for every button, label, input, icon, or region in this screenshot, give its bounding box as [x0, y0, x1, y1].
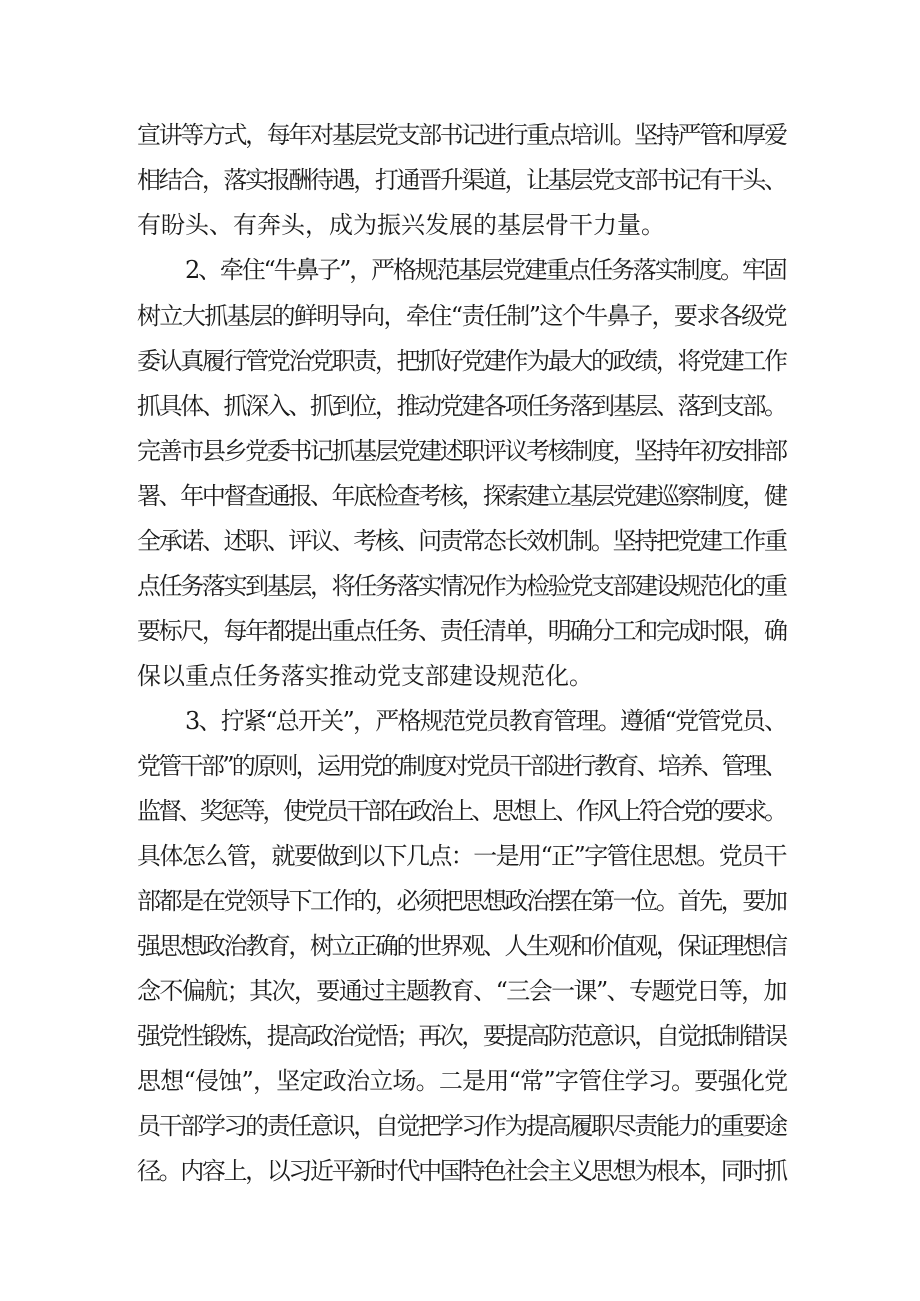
text-line: 要标尺，每年都提出重点任务、责任清单，明确分工和完成时限，确 — [137, 617, 786, 645]
text-line: 全承诺、述职、评议、考核、问责常态长效机制。坚持把党建工作重 — [137, 527, 786, 555]
text-line: 思想“侵蚀”，坚定政治立场。二是用“常”字管住学习。要强化党 — [137, 1067, 788, 1095]
text-line: 党管干部”的原则，运用党的制度对党员干部进行教育、培养、管理、 — [137, 752, 786, 780]
text-line: 完善市县乡党委书记抓基层党建述职评议考核制度，坚持年初安排部 — [137, 437, 786, 465]
text-line: 有盼头、有奔头，成为振兴发展的基层骨干力量。 — [137, 211, 665, 239]
text-line: 强思想政治教育，树立正确的世界观、人生观和价值观，保证理想信 — [137, 932, 786, 960]
text-line: 监督、奖惩等，使党员干部在政治上、思想上、作风上符合党的要求。 — [137, 797, 785, 825]
text-line: 径。内容上，以习近平新时代中国特色社会主义思想为根本，同时抓 — [137, 1157, 786, 1185]
text-line: 抓具体、抓深入、抓到位，推动党建各项任务落到基层、落到支部。 — [137, 392, 786, 420]
text-line: 念不偏航；其次，要通过主题教育、“三会一课”、专题党日等，加 — [137, 977, 786, 1005]
text-line: 员干部学习的责任意识，自觉把学习作为提高履职尽责能力的重要途 — [137, 1112, 786, 1140]
text-line: 相结合，落实报酬待遇，打通晋升渠道，让基层党支部书记有干头、 — [137, 166, 786, 194]
text-line: 强党性锻炼，提高政治觉悟；再次，要提高防范意识，自觉抵制错误 — [137, 1022, 786, 1050]
text-line: 3、拧紧“总开关”，严格规范党员教育管理。遵循“党管党员、 — [185, 707, 787, 735]
text-line: 部都是在党领导下工作的，必须把思想政治摆在第一位。首先，要加 — [137, 887, 786, 915]
text-line: 2、牵住“牛鼻子”，严格规范基层党建重点任务落实制度。牢固 — [185, 256, 786, 284]
text-line: 保以重点任务落实推动党支部建设规范化。 — [137, 662, 593, 690]
text-line: 委认真履行管党治党职责，把抓好党建作为最大的政绩，将党建工作 — [137, 347, 786, 375]
text-line: 具体怎么管，就要做到以下几点：一是用“正”字管住思想。党员干 — [137, 842, 786, 870]
text-line: 署、年中督查通报、年底检查考核，探索建立基层党建巡察制度，健 — [137, 482, 786, 510]
text-line: 点任务落实到基层，将任务落实情况作为检验党支部建设规范化的重 — [137, 572, 786, 600]
text-line: 树立大抓基层的鲜明导向，牵住“责任制”这个牛鼻子，要求各级党 — [137, 302, 786, 330]
text-line: 宣讲等方式，每年对基层党支部书记进行重点培训。坚持严管和厚爱 — [137, 121, 786, 149]
